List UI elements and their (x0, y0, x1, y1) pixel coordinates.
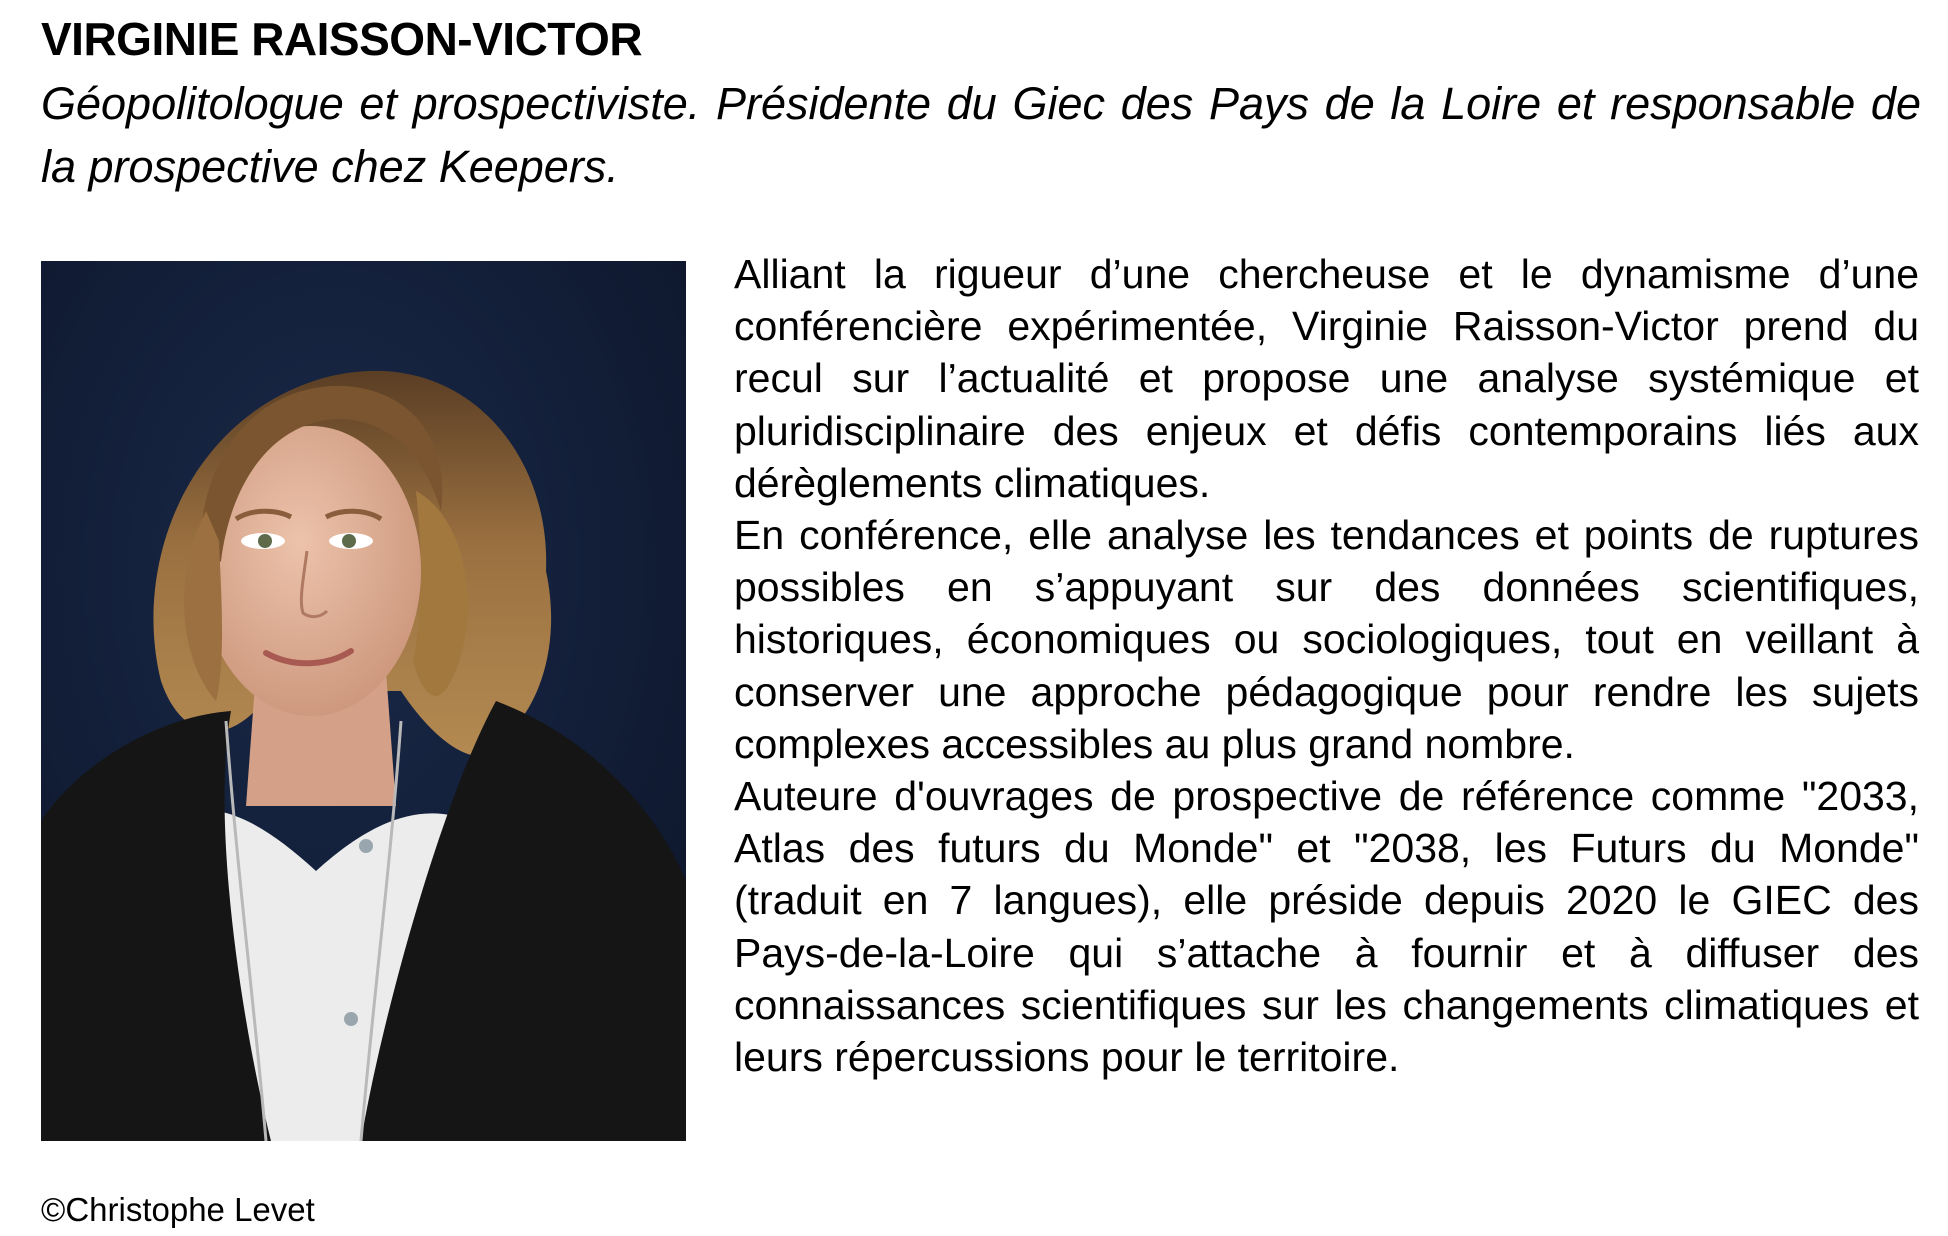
biography (734, 248, 1919, 1083)
bio-paragraph: En conférence, elle analyse les tendances et points de ruptures possibles en s’appuyant sur des données scientifiques, historiques, économiques ou sociologiques, tout en veillant à conserver une approche pédagogique pour rendre les sujets complexes accessibles au plus grand nombre. (734, 512, 1919, 767)
bio-paragraph: Auteure d'ouvrages de prospective de référence comme "2033, Atlas des futurs du Monde" et "2038, les Futurs du Monde" (traduit en 7 langues), elle préside depuis 2020 le GIEC des Pays-de-la-Loire qui s’attache à fournir et à diffuser des connaissances scientifiques sur les changements climatiques et leurs répercussions pour le territoire. (734, 773, 1919, 1081)
photo-credit: ©Christophe Levet (41, 1191, 315, 1228)
speaker-portrait (41, 261, 686, 1141)
bio-paragraph: Alliant la rigueur d’une chercheuse et le dynamisme d’une conférencière expérimentée, Virginie Raisson-Victor prend du recul sur l’actualité et propose une analyse systémique et pluridisciplinaire des enjeux et défis contemporains liés aux dérèglements climatiques. (734, 251, 1919, 506)
speaker-role: Géopolitologue et prospectiviste. Présidente du Giec des Pays de la Loire et responsable de la prospective chez Keepers. (41, 78, 1921, 192)
portrait-button (359, 839, 373, 853)
speaker-name: VIRGINIE RAISSON-VICTOR (41, 13, 643, 65)
